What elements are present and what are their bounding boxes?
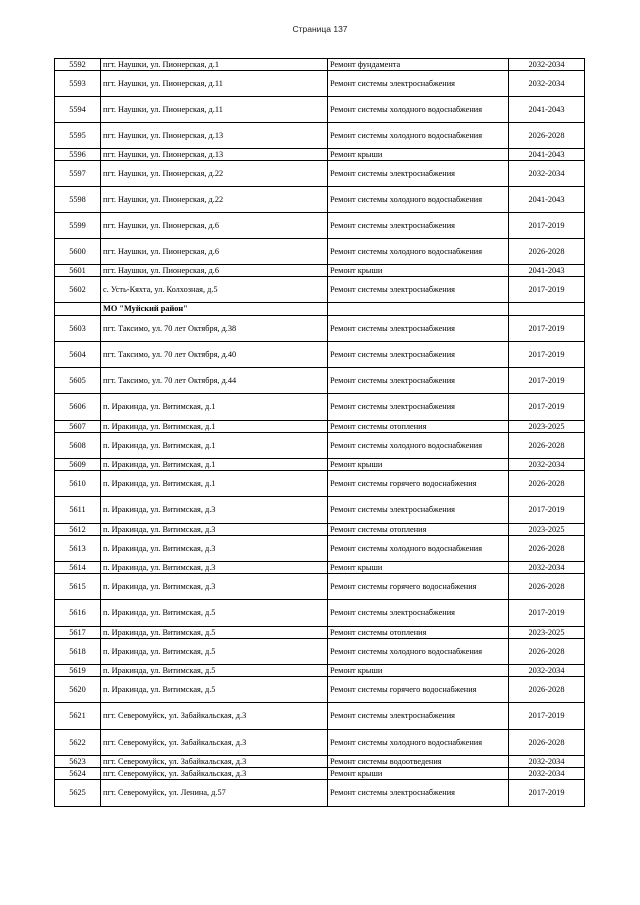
row-address: п. Иракинда, ул. Витимская, д.1: [101, 421, 328, 433]
table-body: [55, 59, 585, 807]
row-work-type: Ремонт системы холодного водоснабжения: [328, 187, 509, 213]
row-period: 2026-2028: [509, 471, 585, 497]
row-address: пгт. Таксимо, ул. 70 лет Октября, д.44: [101, 368, 328, 394]
row-work-type: Ремонт крыши: [328, 768, 509, 780]
row-work-type: Ремонт крыши: [328, 459, 509, 471]
row-address: п. Иракинда, ул. Витимская, д.5: [101, 627, 328, 639]
row-work-type: Ремонт системы холодного водоснабжения: [328, 123, 509, 149]
row-period: 2017-2019: [509, 497, 585, 524]
table-row: [55, 677, 585, 703]
row-period: 2041-2043: [509, 149, 585, 161]
row-address: пгт. Наушки, ул. Пионерская, д.6: [101, 213, 328, 239]
row-work-type: Ремонт системы электроснабжения: [328, 600, 509, 627]
table-row: [55, 639, 585, 665]
table-row: [55, 421, 585, 433]
table-row: [55, 161, 585, 187]
row-address: п. Иракинда, ул. Витимская, д.1: [101, 394, 328, 421]
row-address: с. Усть-Кяхта, ул. Колхозная, д.5: [101, 277, 328, 303]
row-period: 2032-2034: [509, 71, 585, 97]
row-number: 5593: [55, 71, 101, 97]
row-work-type: Ремонт системы отопления: [328, 421, 509, 433]
table-row: [55, 471, 585, 497]
row-number: 5597: [55, 161, 101, 187]
row-number: 5607: [55, 421, 101, 433]
table-row: [55, 97, 585, 123]
table-row: [55, 265, 585, 277]
table-row: [55, 562, 585, 574]
row-number: 5625: [55, 780, 101, 807]
row-period: 2032-2034: [509, 768, 585, 780]
table-row: [55, 187, 585, 213]
row-number: 5612: [55, 524, 101, 536]
row-address: пгт. Северомуйск, ул. Забайкальская, д.3: [101, 756, 328, 768]
row-address: пгт. Таксимо, ул. 70 лет Октября, д.38: [101, 316, 328, 342]
row-period: 2017-2019: [509, 368, 585, 394]
row-work-type: Ремонт системы электроснабжения: [328, 71, 509, 97]
row-address: п. Иракинда, ул. Витимская, д.5: [101, 677, 328, 703]
row-number: 5620: [55, 677, 101, 703]
row-address: п. Иракинда, ул. Витимская, д.1: [101, 433, 328, 459]
repair-schedule-table: [54, 58, 585, 807]
row-number: 5613: [55, 536, 101, 562]
row-work-type: Ремонт системы горячего водоснабжения: [328, 574, 509, 600]
row-address: п. Иракинда, ул. Витимская, д.5: [101, 639, 328, 665]
row-address: пгт. Наушки, ул. Пионерская, д.6: [101, 239, 328, 265]
row-address: пгт. Северомуйск, ул. Ленина, д.57: [101, 780, 328, 807]
table-row: [55, 703, 585, 730]
table-row: [55, 756, 585, 768]
row-period: 2041-2043: [509, 265, 585, 277]
row-number: 5601: [55, 265, 101, 277]
row-period: 2026-2028: [509, 574, 585, 600]
row-period: 2017-2019: [509, 600, 585, 627]
row-period: 2026-2028: [509, 239, 585, 265]
row-address: пгт. Наушки, ул. Пионерская, д.11: [101, 71, 328, 97]
row-number: 5611: [55, 497, 101, 524]
row-period: 2017-2019: [509, 703, 585, 730]
row-address: пгт. Таксимо, ул. 70 лет Октября, д.40: [101, 342, 328, 368]
row-number: 5617: [55, 627, 101, 639]
row-number: 5599: [55, 213, 101, 239]
row-work-type: Ремонт крыши: [328, 149, 509, 161]
row-address: п. Иракинда, ул. Витимская, д.5: [101, 665, 328, 677]
row-address: пгт. Северомуйск, ул. Забайкальская, д.3: [101, 768, 328, 780]
row-address: пгт. Северомуйск, ул. Забайкальская, д.3: [101, 730, 328, 756]
row-work-type: Ремонт системы электроснабжения: [328, 780, 509, 807]
table-row: [55, 394, 585, 421]
row-period: 2032-2034: [509, 161, 585, 187]
table-row: [55, 780, 585, 807]
row-work-type: Ремонт системы отопления: [328, 627, 509, 639]
page-header: Страница 137: [292, 24, 348, 34]
table-row: [55, 368, 585, 394]
row-number: 5615: [55, 574, 101, 600]
row-work-type: Ремонт системы электроснабжения: [328, 703, 509, 730]
row-period: 2017-2019: [509, 394, 585, 421]
row-work-type: Ремонт системы холодного водоснабжения: [328, 97, 509, 123]
section-empty-cell: [509, 303, 585, 316]
row-number: 5592: [55, 59, 101, 71]
row-period: 2026-2028: [509, 639, 585, 665]
table-row: [55, 123, 585, 149]
row-number: 5619: [55, 665, 101, 677]
row-number: 5622: [55, 730, 101, 756]
row-work-type: Ремонт системы электроснабжения: [328, 394, 509, 421]
row-period: 2023-2025: [509, 627, 585, 639]
row-work-type: Ремонт системы холодного водоснабжения: [328, 536, 509, 562]
row-period: 2017-2019: [509, 780, 585, 807]
row-work-type: Ремонт системы холодного водоснабжения: [328, 730, 509, 756]
table-row: [55, 497, 585, 524]
row-period: 2017-2019: [509, 277, 585, 303]
row-period: 2026-2028: [509, 536, 585, 562]
row-number: 5598: [55, 187, 101, 213]
row-period: 2026-2028: [509, 433, 585, 459]
row-address: п. Иракинда, ул. Витимская, д.3: [101, 574, 328, 600]
table-row: [55, 524, 585, 536]
row-address: п. Иракинда, ул. Витимская, д.3: [101, 562, 328, 574]
row-number: 5608: [55, 433, 101, 459]
row-number: 5609: [55, 459, 101, 471]
row-number: 5603: [55, 316, 101, 342]
row-work-type: Ремонт системы водоотведения: [328, 756, 509, 768]
section-title: МО "Муйский район": [101, 303, 328, 316]
row-address: пгт. Наушки, ул. Пионерская, д.6: [101, 265, 328, 277]
row-period: 2041-2043: [509, 97, 585, 123]
table-row: [55, 316, 585, 342]
table-row: [55, 433, 585, 459]
row-work-type: Ремонт системы электроснабжения: [328, 277, 509, 303]
row-number: 5624: [55, 768, 101, 780]
row-number: 5605: [55, 368, 101, 394]
row-period: 2032-2034: [509, 756, 585, 768]
row-work-type: Ремонт крыши: [328, 562, 509, 574]
row-work-type: Ремонт системы электроснабжения: [328, 342, 509, 368]
row-period: 2023-2025: [509, 524, 585, 536]
row-number: 5618: [55, 639, 101, 665]
table-row: [55, 627, 585, 639]
row-address: п. Иракинда, ул. Витимская, д.5: [101, 600, 328, 627]
row-address: пгт. Северомуйск, ул. Забайкальская, д.3: [101, 703, 328, 730]
row-address: пгт. Наушки, ул. Пионерская, д.22: [101, 187, 328, 213]
row-period: 2023-2025: [509, 421, 585, 433]
row-period: 2026-2028: [509, 677, 585, 703]
row-work-type: Ремонт системы электроснабжения: [328, 161, 509, 187]
row-number: 5594: [55, 97, 101, 123]
table-row: [55, 149, 585, 161]
row-number: 5616: [55, 600, 101, 627]
table-row: [55, 665, 585, 677]
row-address: п. Иракинда, ул. Витимская, д.1: [101, 459, 328, 471]
row-number: 5614: [55, 562, 101, 574]
section-empty-cell: [328, 303, 509, 316]
row-period: 2017-2019: [509, 213, 585, 239]
row-work-type: Ремонт крыши: [328, 665, 509, 677]
row-number: 5596: [55, 149, 101, 161]
section-row: [55, 303, 585, 316]
table-row: [55, 536, 585, 562]
row-work-type: Ремонт фундамента: [328, 59, 509, 71]
row-number: 5610: [55, 471, 101, 497]
row-work-type: Ремонт системы электроснабжения: [328, 213, 509, 239]
row-period: 2026-2028: [509, 730, 585, 756]
row-work-type: Ремонт системы холодного водоснабжения: [328, 239, 509, 265]
row-work-type: Ремонт системы горячего водоснабжения: [328, 677, 509, 703]
row-period: 2032-2034: [509, 562, 585, 574]
row-period: 2032-2034: [509, 459, 585, 471]
row-work-type: Ремонт системы электроснабжения: [328, 316, 509, 342]
row-work-type: Ремонт системы горячего водоснабжения: [328, 471, 509, 497]
row-period: 2017-2019: [509, 342, 585, 368]
table-row: [55, 730, 585, 756]
table-row: [55, 342, 585, 368]
table-row: [55, 277, 585, 303]
row-work-type: Ремонт системы электроснабжения: [328, 368, 509, 394]
row-work-type: Ремонт системы электроснабжения: [328, 497, 509, 524]
row-number: 5623: [55, 756, 101, 768]
row-period: 2041-2043: [509, 187, 585, 213]
row-work-type: Ремонт системы холодного водоснабжения: [328, 433, 509, 459]
row-address: п. Иракинда, ул. Витимская, д.3: [101, 524, 328, 536]
row-number: 5602: [55, 277, 101, 303]
row-address: пгт. Наушки, ул. Пионерская, д.13: [101, 149, 328, 161]
row-number: 5600: [55, 239, 101, 265]
row-address: пгт. Наушки, ул. Пионерская, д.22: [101, 161, 328, 187]
table-row: [55, 768, 585, 780]
table-row: [55, 59, 585, 71]
table-row: [55, 574, 585, 600]
row-address: пгт. Наушки, ул. Пионерская, д.11: [101, 97, 328, 123]
table-row: [55, 71, 585, 97]
row-number: 5604: [55, 342, 101, 368]
row-address: п. Иракинда, ул. Витимская, д.1: [101, 471, 328, 497]
row-work-type: Ремонт системы холодного водоснабжения: [328, 639, 509, 665]
row-number: 5595: [55, 123, 101, 149]
row-address: п. Иракинда, ул. Витимская, д.3: [101, 536, 328, 562]
section-empty-cell: [55, 303, 101, 316]
table-row: [55, 459, 585, 471]
row-work-type: Ремонт крыши: [328, 265, 509, 277]
row-address: пгт. Наушки, ул. Пионерская, д.1: [101, 59, 328, 71]
row-period: 2026-2028: [509, 123, 585, 149]
table-row: [55, 239, 585, 265]
row-period: 2017-2019: [509, 316, 585, 342]
table-row: [55, 600, 585, 627]
row-address: пгт. Наушки, ул. Пионерская, д.13: [101, 123, 328, 149]
row-period: 2032-2034: [509, 59, 585, 71]
row-period: 2032-2034: [509, 665, 585, 677]
row-address: п. Иракинда, ул. Витимская, д.3: [101, 497, 328, 524]
row-number: 5621: [55, 703, 101, 730]
table-row: [55, 213, 585, 239]
row-number: 5606: [55, 394, 101, 421]
row-work-type: Ремонт системы отопления: [328, 524, 509, 536]
